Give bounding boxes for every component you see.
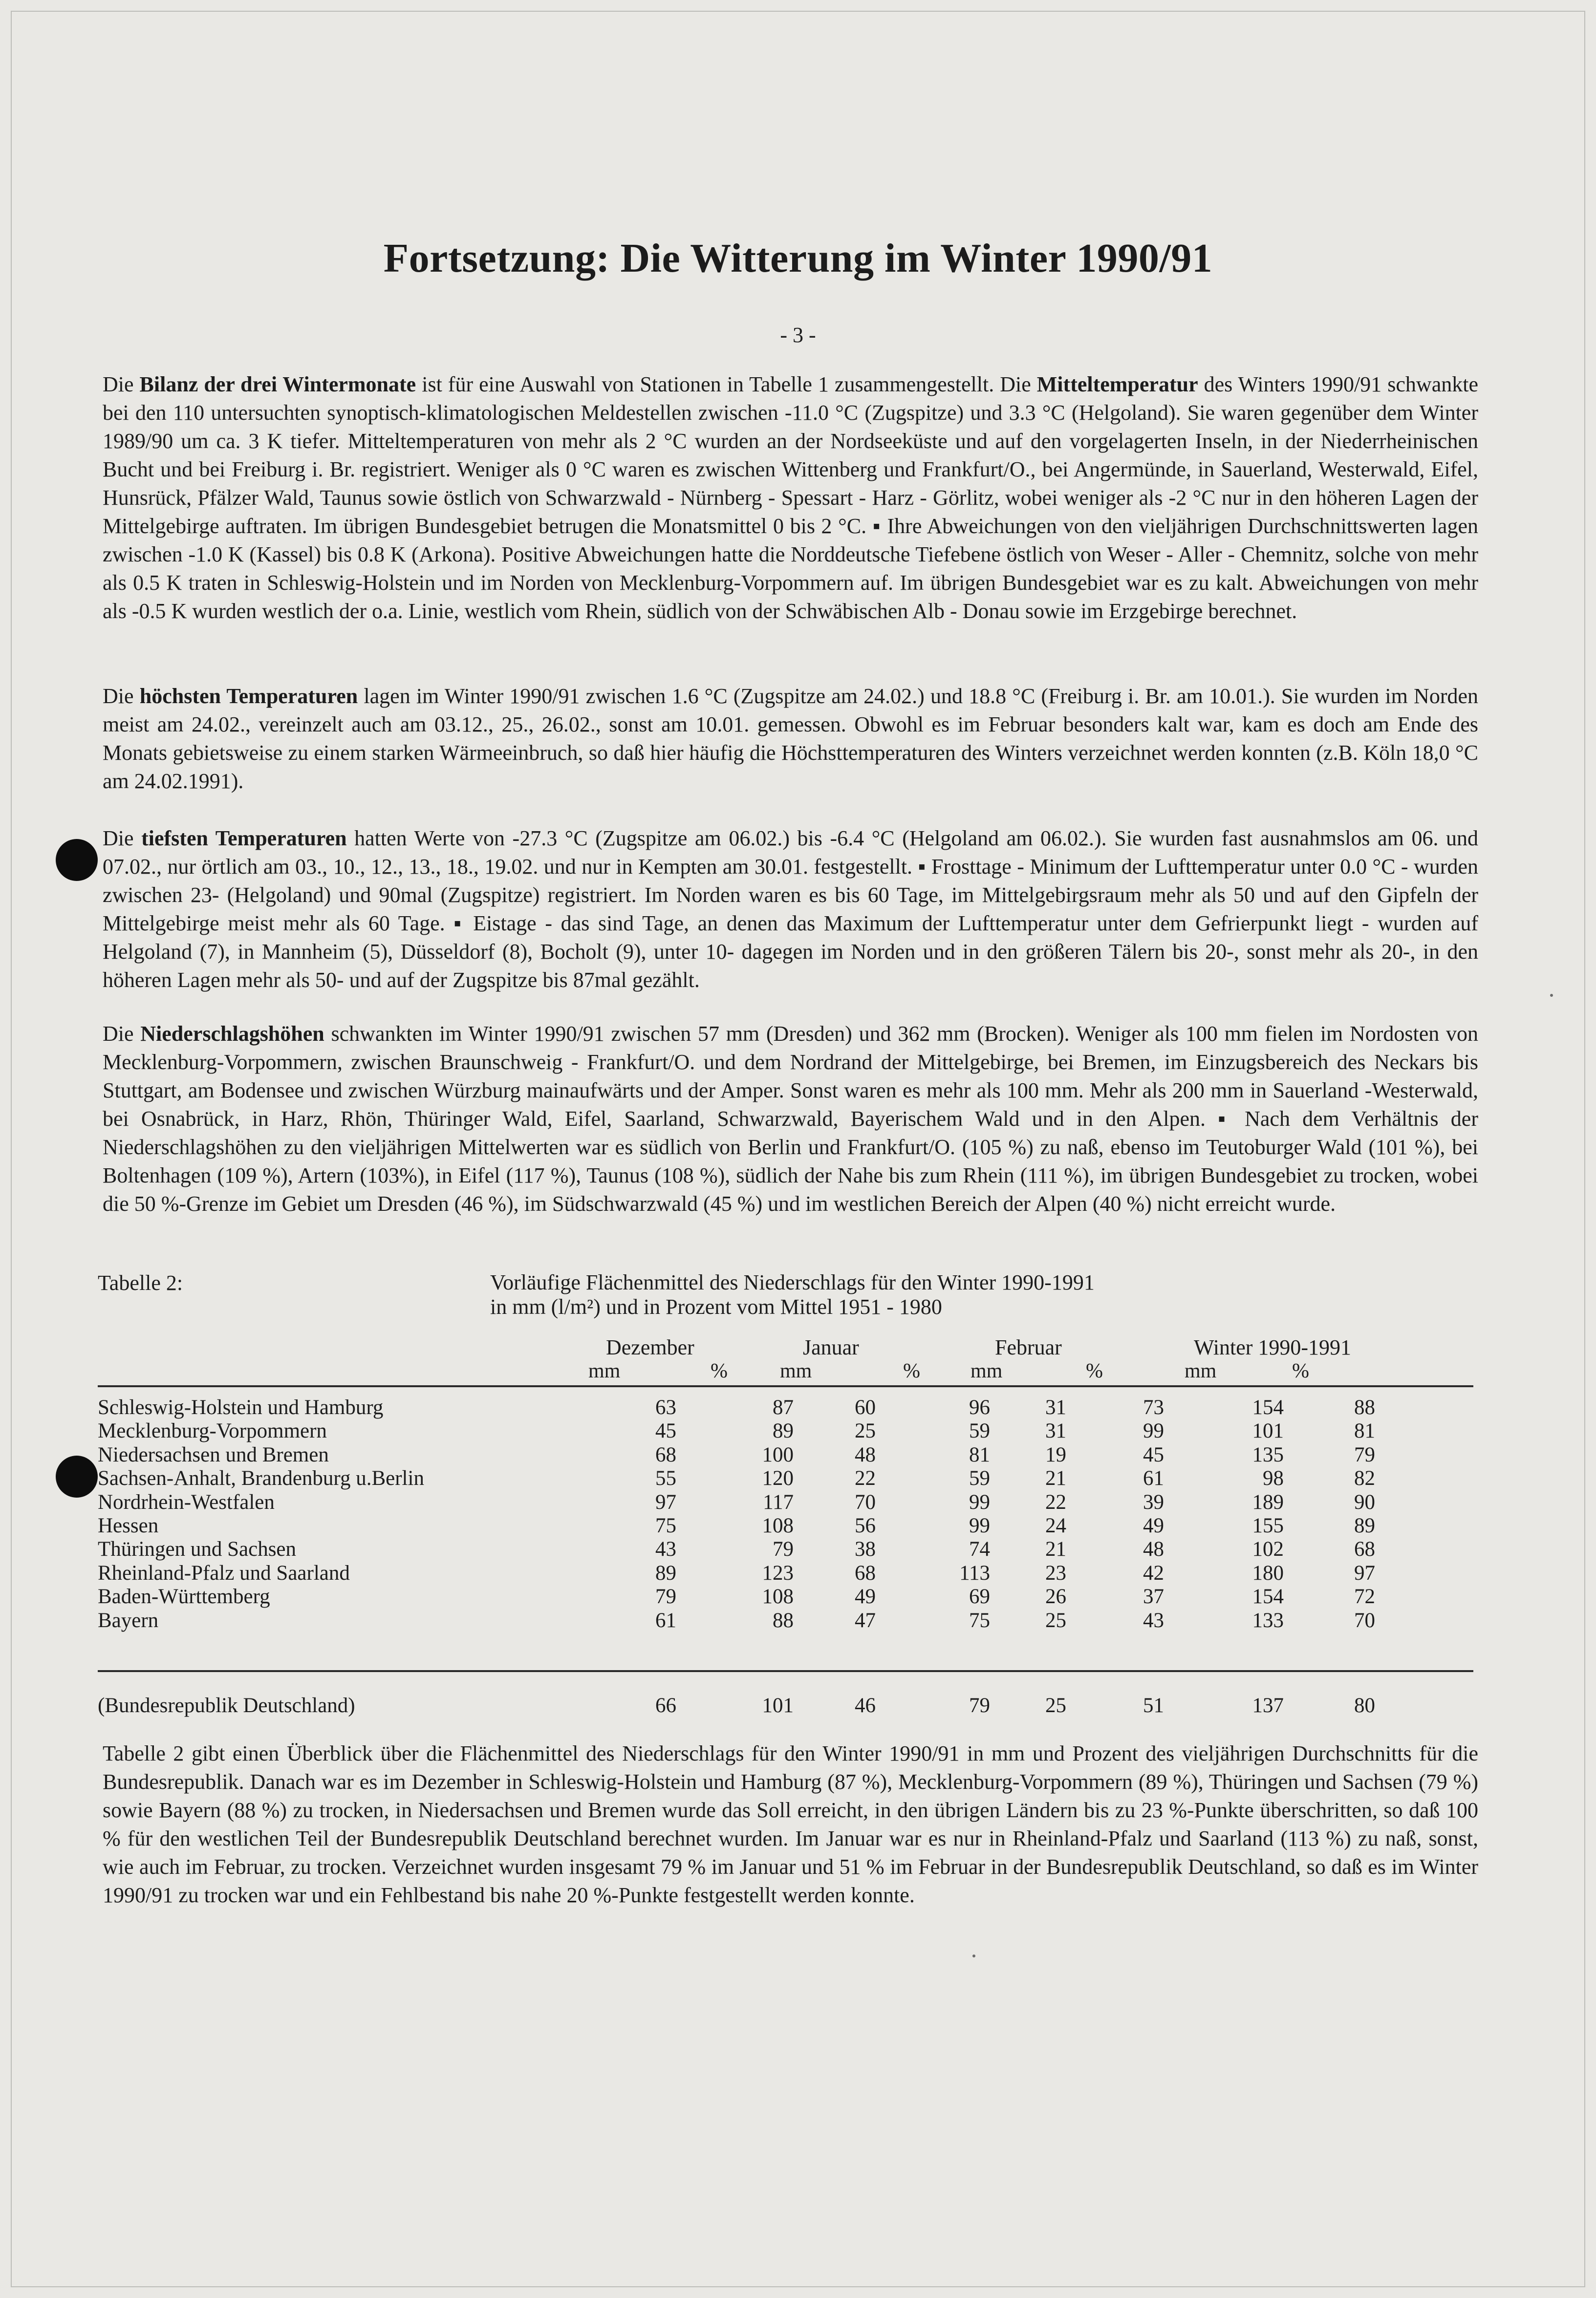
cell-value: 61	[655, 1609, 676, 1632]
cell-value: 89	[1354, 1514, 1375, 1537]
cell-value: 180	[1252, 1562, 1284, 1585]
cell-value: 63	[655, 1396, 676, 1419]
cell-value: 120	[762, 1467, 794, 1490]
bold-term: Niederschlagshöhen	[140, 1022, 324, 1046]
scan-speck	[972, 1954, 975, 1957]
row-name: Thüringen und Sachsen	[98, 1538, 297, 1561]
cell-value: 123	[762, 1562, 794, 1585]
cell-value: 90	[1354, 1491, 1375, 1514]
cell-value: 82	[1354, 1467, 1375, 1490]
cell-value: 74	[969, 1538, 990, 1561]
column-group-winter: Winter 1990-1991	[1194, 1335, 1352, 1359]
cell-value: 68	[1354, 1538, 1375, 1561]
page-title: Fortsetzung: Die Witterung im Winter 1990/91	[383, 236, 1213, 281]
cell-value: 21	[1045, 1538, 1066, 1561]
unit-header: %	[1086, 1360, 1103, 1382]
cell-value: 133	[1252, 1609, 1284, 1632]
table-row	[98, 1561, 1481, 1585]
table-row	[98, 1466, 1481, 1490]
row-name: Nordrhein-Westfalen	[98, 1491, 275, 1514]
row-name: Niedersachsen und Bremen	[98, 1443, 329, 1466]
table-caption	[490, 1270, 1223, 1319]
page-number: - 3 -	[780, 323, 816, 347]
bold-term: tiefsten Temperaturen	[141, 826, 347, 850]
cell-value: 39	[1143, 1491, 1164, 1514]
cell-value: 96	[969, 1396, 990, 1419]
paragraph-table-summary: Tabelle 2 gibt einen Überblick über die Flächenmittel des Niederschlags für den Winter 1990/91 in mm und Prozent des vieljährigen Durchschnitts für die Bundesrepublik. Danach war es im Dezember in Schleswig-Holstein und Hamburg (87 %), Mecklenburg-Vorpommern (89 %), Thüringen und Sachsen (79 %) sowie Bayern (88 %) zu trocken, in Niedersachsen und Bremen wurde das Soll erreicht, in den übrigen Ländern bis zu 23 %-Punkte überschritten, so daß 100 % für den westlichen Teil der Bundesrepublik Deutschland berechnet wurden. Im Januar war es nur in Rheinland-Pfalz und Saarland (113 %) zu naß, sonst, wie auch im Februar, zu trocken. Verzeichnet wurden insgesamt 79 % im Januar und 51 % im Februar in der Bundesrepublik Deutschland, so daß es im Winter 1990/91 zu trocken war und ein Fehlbestand bis nahe 20 %-Punkte festgestellt werden konnte.	[103, 1741, 1478, 1907]
cell-value: 117	[763, 1491, 794, 1514]
scan-speck	[1550, 994, 1553, 997]
cell-value: 73	[1143, 1396, 1164, 1419]
cell-value: 79	[655, 1585, 676, 1608]
cell-value: 154	[1252, 1585, 1284, 1608]
cell-value: 70	[1354, 1609, 1375, 1632]
cell-value: 70	[855, 1491, 876, 1514]
cell-value: 42	[1143, 1562, 1164, 1585]
column-group-februar: Februar	[995, 1335, 1062, 1359]
cell-value: 189	[1252, 1491, 1284, 1514]
unit-header: mm	[1185, 1360, 1217, 1382]
column-group-dezember: Dezember	[606, 1335, 694, 1359]
cell-value: 79	[1354, 1443, 1375, 1466]
table-header-rule	[98, 1385, 1473, 1387]
cell-value: 61	[1143, 1467, 1164, 1490]
cell-value: 99	[969, 1514, 990, 1537]
column-group-januar: Januar	[803, 1335, 859, 1359]
table-row	[98, 1490, 1481, 1514]
row-name: Rheinland-Pfalz und Saarland	[98, 1562, 350, 1585]
cell-value: 37	[1143, 1585, 1164, 1608]
cell-value: 81	[1354, 1419, 1375, 1442]
cell-value: 47	[855, 1609, 876, 1632]
cell-value: 21	[1045, 1467, 1066, 1490]
row-name: Baden-Württemberg	[98, 1585, 270, 1608]
cell-value: 80	[1354, 1694, 1375, 1717]
cell-value: 154	[1252, 1396, 1284, 1419]
cell-value: 89	[773, 1419, 794, 1442]
cell-value: 97	[655, 1491, 676, 1514]
cell-value: 56	[855, 1514, 876, 1537]
cell-value: 113	[959, 1562, 990, 1585]
cell-value: 51	[1143, 1694, 1164, 1717]
cell-value: 48	[1143, 1538, 1164, 1561]
table-row	[98, 1514, 1481, 1538]
punch-hole	[56, 1456, 98, 1498]
cell-value: 88	[1354, 1396, 1375, 1419]
cell-value: 66	[655, 1694, 676, 1717]
table-row	[98, 1609, 1481, 1632]
table-row	[98, 1537, 1481, 1561]
cell-value: 99	[969, 1491, 990, 1514]
table-row	[98, 1585, 1481, 1609]
unit-header: %	[903, 1360, 920, 1382]
unit-header: %	[1292, 1360, 1309, 1382]
cell-value: 60	[855, 1396, 876, 1419]
cell-value: 155	[1252, 1514, 1284, 1537]
cell-value: 102	[1252, 1538, 1284, 1561]
cell-value: 59	[969, 1419, 990, 1442]
cell-value: 98	[1263, 1467, 1284, 1490]
cell-value: 59	[969, 1467, 990, 1490]
unit-header: mm	[588, 1360, 621, 1382]
paragraph-precipitation: Die Niederschlagshöhen schwankten im Winter 1990/91 zwischen 57 mm (Dresden) und 362 mm (Brocken). Weniger als 100 mm fielen im Nordosten von Mecklenburg-Vorpommern, zwischen Braunschweig - Frankfurt/O. und dem Nordrand der Mittelgebirge, bei Bremen, im Einzugsbereich des Neckars bis Stuttgart, am Bodensee und zwischen Würzburg mainaufwärts und der Amper. Sonst waren es mehr als 100 mm. Mehr als 200 mm in Sauerland -Westerwald, bei Osnabrück, in Harz, Rhön, Thüringer Wald, Eifel, Saarland, Schwarzwald, Bayerischem Wald und in den Alpen. ▪ Nach dem Verhältnis der Niederschlagshöhen zu den vieljährigen Mittelwerten war es südlich von Berlin und Frankfurt/O. (105 %) zu naß, ebenso im Teutoburger Wald (101 %), bei Boltenhagen (109 %), Artern (103%), in Eifel (117 %), Taunus (108 %), südlich der Nahe bis zum Rhein (111 %), im übrigen Bundesgebiet zu trocken, wobei die 50 %-Grenze im Gebiet um Dresden (46 %), im Südschwarzwald (45 %) und im westlichen Bereich der Alpen (40 %) nicht erreicht wurde.	[103, 1022, 1478, 1216]
table-row	[98, 1419, 1481, 1443]
bold-term: Mitteltemperatur	[1036, 372, 1198, 396]
cell-value: 101	[762, 1694, 794, 1717]
row-name: (Bundesrepublik Deutschland)	[98, 1694, 355, 1717]
cell-value: 81	[969, 1443, 990, 1466]
cell-value: 108	[762, 1585, 794, 1608]
table-caption-line: Vorläufige Flächenmittel des Niederschlags für den Winter 1990-1991	[490, 1270, 1095, 1294]
cell-value: 68	[655, 1443, 676, 1466]
cell-value: 55	[655, 1467, 676, 1490]
cell-value: 89	[655, 1562, 676, 1585]
cell-value: 22	[855, 1467, 876, 1490]
cell-value: 79	[969, 1694, 990, 1717]
cell-value: 46	[855, 1694, 876, 1717]
cell-value: 25	[1045, 1694, 1066, 1717]
cell-value: 68	[855, 1562, 876, 1585]
cell-value: 108	[762, 1514, 794, 1537]
table-footer-rule	[98, 1670, 1473, 1672]
cell-value: 24	[1045, 1514, 1066, 1537]
cell-value: 97	[1354, 1562, 1375, 1585]
paragraph-temperature-balance: Die Bilanz der drei Wintermonate ist für eine Auswahl von Stationen in Tabelle 1 zusammengestellt. Die Mitteltemperatur des Winters 1990/91 schwankte bei den 110 untersuchten synoptisch-klimatologischen Meldestellen zwischen -11.0 °C (Zugspitze) und 3.3 °C (Helgoland). Sie waren gegenüber dem Winter 1989/90 um ca. 3 K tiefer. Mitteltemperaturen von mehr als 2 °C wurden an der Nordseeküste und auf den vorgelagerten Inseln, in der Niederrheinischen Bucht und bei Freiburg i. Br. registriert. Weniger als 0 °C waren es zwischen Wittenberg und Frankfurt/O., bei Angermünde, in Sauerland, Westerwald, Eifel, Hunsrück, Pfälzer Wald, Taunus sowie östlich von Schwarzwald - Nürnberg - Spessart - Harz - Görlitz, wobei weniger als -2 °C nur in den höheren Lagen der Mittelgebirge auftraten. Im übrigen Bundesgebiet betrugen die Monatsmittel 0 bis 2 °C. ▪ Ihre Abweichungen von den vieljährigen Durchschnittswerten lagen zwischen -1.0 K (Kassel) bis 0.8 K (Arkona). Positive Abweichungen hatte die Norddeutsche Tiefebene östlich von Weser - Aller - Chemnitz, solche von mehr als 0.5 K traten in Schleswig-Holstein und im Norden von Mecklenburg-Vorpommern auf. Im übrigen Bundesgebiet war es zu kalt. Abweichungen von mehr als -0.5 K wurden westlich der o.a. Linie, westlich vom Rhein, südlich von der Schwäbischen Alb - Donau sowie im Erzgebirge berechnet.	[103, 372, 1478, 623]
cell-value: 49	[855, 1585, 876, 1608]
cell-value: 101	[1252, 1419, 1284, 1442]
cell-value: 99	[1143, 1419, 1164, 1442]
unit-header: mm	[780, 1360, 812, 1382]
row-name: Bayern	[98, 1609, 159, 1632]
unit-header: %	[711, 1360, 728, 1382]
cell-value: 88	[773, 1609, 794, 1632]
punch-hole	[56, 839, 98, 881]
table-total-row	[98, 1694, 1481, 1718]
cell-value: 135	[1252, 1443, 1284, 1466]
cell-value: 48	[855, 1443, 876, 1466]
bold-term: höchsten Temperaturen	[139, 684, 358, 708]
cell-value: 31	[1045, 1419, 1066, 1442]
cell-value: 75	[969, 1609, 990, 1632]
cell-value: 45	[655, 1419, 676, 1442]
cell-value: 43	[1143, 1609, 1164, 1632]
unit-header: mm	[971, 1360, 1003, 1382]
cell-value: 22	[1045, 1491, 1066, 1514]
cell-value: 69	[969, 1585, 990, 1608]
paragraph-lowest-temperatures: Die tiefsten Temperaturen hatten Werte von -27.3 °C (Zugspitze am 06.02.) bis -6.4 °C (Helgoland am 06.02.). Sie wurden fast ausnahmslos am 06. und 07.02., nur örtlich am 03., 10., 12., 13., 18., 19.02. und nur in Kempten am 30.01. festgestellt. ▪ Frosttage - Minimum der Lufttemperatur unter 0.0 °C - wurden zwischen 23- (Helgoland) und 90mal (Zugspitze) registriert. Im Norden waren es bis 60 Tage, im Mittelgebirgsraum mehr als 50 und auf den Gipfeln der Mittelgebirge meist mehr als 60 Tage. ▪ Eistage - das sind Tage, an denen das Maximum der Lufttemperatur unter dem Gefrierpunkt liegt - wurden auf Helgoland (7), in Mannheim (5), Düsseldorf (8), Bocholt (9), unter 10- dagegen im Norden und in den größeren Tälern bis 20-, sonst mehr als 20-, in den höheren Lagen mehr als 50- und auf der Zugspitze bis 87mal gezählt.	[103, 826, 1479, 992]
cell-value: 38	[855, 1538, 876, 1561]
paragraph-highest-temperatures: Die höchsten Temperaturen lagen im Winter 1990/91 zwischen 1.6 °C (Zugspitze am 24.02.) und 18.8 °C (Freiburg i. Br. am 10.01.). Sie wurden im Norden meist am 24.02., vereinzelt auch am 03.12., 25., 26.02., sonst am 10.01. gemessen. Obwohl es im Februar besonders kalt war, kam es doch am Ende des Monats gebietsweise zu einem starken Wärmeeinbruch, so daß hier häufig die Höchsttemperaturen des Winters verzeichnet werden konnten (z.B. Köln 18,0 °C am 24.02.1991).	[103, 684, 1479, 793]
cell-value: 23	[1045, 1562, 1066, 1585]
cell-value: 26	[1045, 1585, 1066, 1608]
cell-value: 31	[1045, 1396, 1066, 1419]
cell-value: 49	[1143, 1514, 1164, 1537]
cell-value: 79	[773, 1538, 794, 1561]
table-caption-line: in mm (l/m²) und in Prozent vom Mittel 1951 - 1980	[490, 1295, 942, 1319]
row-name: Hessen	[98, 1514, 159, 1537]
row-name: Mecklenburg-Vorpommern	[98, 1419, 327, 1442]
bold-term: Bilanz der drei Wintermonate	[139, 372, 416, 396]
cell-value: 72	[1354, 1585, 1375, 1608]
cell-value: 19	[1045, 1443, 1066, 1466]
cell-value: 25	[855, 1419, 876, 1442]
row-name: Schleswig-Holstein und Hamburg	[98, 1396, 384, 1419]
cell-value: 25	[1045, 1609, 1066, 1632]
cell-value: 100	[762, 1443, 794, 1466]
cell-value: 137	[1252, 1694, 1284, 1717]
cell-value: 43	[655, 1538, 676, 1561]
table-label: Tabelle 2:	[98, 1271, 183, 1295]
cell-value: 75	[655, 1514, 676, 1537]
cell-value: 45	[1143, 1443, 1164, 1466]
cell-value: 87	[773, 1396, 794, 1419]
row-name: Sachsen-Anhalt, Brandenburg u.Berlin	[98, 1467, 424, 1490]
table-row	[98, 1443, 1481, 1467]
table-row	[98, 1396, 1481, 1419]
